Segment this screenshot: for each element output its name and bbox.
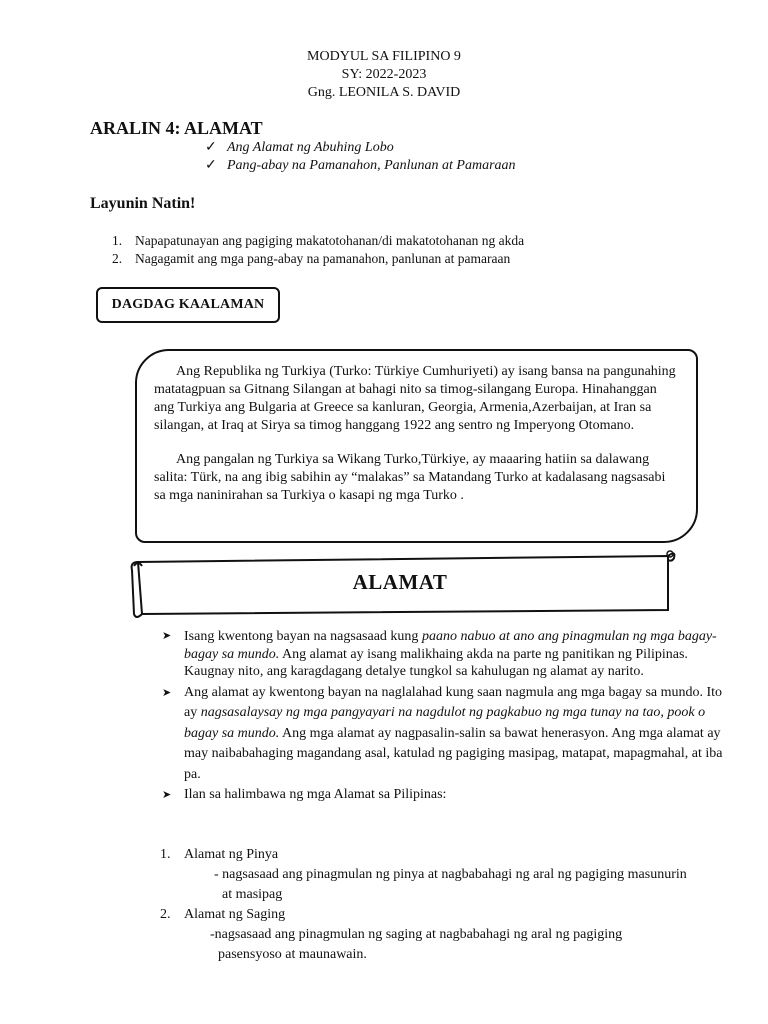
dagdag-kaalaman-box xyxy=(135,349,698,543)
objective-item: 1. Napapatunayan ang pagiging makatotohanan/di makatotohanan ng akda xyxy=(112,233,525,248)
topic-item: ✓ Pang-abay na Pamanahon, Panlunan at Pamaraan xyxy=(205,158,516,173)
checkmark-icon: ✓ xyxy=(205,158,217,173)
school-year: SY: 2022-2023 xyxy=(341,67,427,82)
lesson-label: ARALIN 4 xyxy=(90,118,175,138)
module-title: MODYUL SA FILIPINO 9 xyxy=(307,49,461,64)
lesson-topics xyxy=(205,139,516,175)
dagdag-kaalaman-badge: DAGDAG KAALAMAN xyxy=(96,287,280,323)
example-description: - nagsasaad ang pinagmulan ng pinya at nagbabahagi ng aral ng pagiging masunurin at masipag xyxy=(214,867,687,902)
lesson-topic: : ALAMAT xyxy=(174,118,263,138)
info-paragraph: Ang Republika ng Turkiya (Turko: Türkiye Cumhuriyeti) ay isang bansa na pangunahing matatagpuan sa Gitnang Silangan at bahagi nito sa timog-silangang Europa. Hinahanggan ang Turkiya ang Bulgaria at Greece sa kanluran, Georgia, Armenia,Azerbaijan, at Iran sa silangan, at Iraq at Sirya sa timog hanggang 1922 ang sentro ng Imperyong Otomano. xyxy=(154,364,676,433)
arrow-bullet-icon: ➤ xyxy=(162,686,172,699)
example-title: 2. Alamat ng Saging xyxy=(160,907,286,922)
alamat-examples xyxy=(160,845,740,965)
arrow-bullet-icon: ➤ xyxy=(162,789,172,801)
lesson-title xyxy=(90,118,263,139)
example-title: 1. Alamat ng Pinya xyxy=(160,847,279,862)
arrow-bullet-icon: ➤ xyxy=(162,630,172,642)
example-description: -nagsasaad ang pinagmulan ng saging at nagbabahagi ng aral ng pagiging pasensyoso at maunawain. xyxy=(210,927,623,962)
objectives-list xyxy=(112,232,524,268)
teacher-name: Gng. LEONILA S. DAVID xyxy=(307,85,461,100)
objectives-title: Layunin Natin! xyxy=(90,195,196,212)
info-paragraph: Ang pangalan ng Turkiya sa Wikang Turko,Türkiye, ay maaaring hatiin sa dalawang salita: Türk, na ang ibig sabihin ay “malakas” sa Matandang Turko at kadalasang nagsasabi sa mga naninirahan sa Turkiya o kasapi ng mga Turko . xyxy=(154,452,666,503)
bullet-item: ➤ Ang alamat ay kwentong bayan na naglalahad kung saan nagmula ang mga bagay sa mundo. Ito ay nagsasalaysay ng mga pangyayari na nagdulot ng pagkabuo ng mga tunay na tao, pook o bagay sa mundo. Ang mga alamat ay nagpasalin-salin sa bawat henerasyon. Ang mga alamat ay may naibabahaging magandang asal, katulad ng pagiging masipag, matapat, mapagmahal, at iba pa. xyxy=(162,684,723,782)
bullet-item: ➤ Isang kwentong bayan na nagsasaad kung paano nabuo at ano ang pinagmulan ng mga bagay-bagay sa mundo. Ang alamat ay isang malikhaing akda na parte ng panitikan ng Pilipinas. Kaugnay nito, ang karagdagang detalye tungkol sa kahulugan ng alamat ay narito. xyxy=(162,629,717,679)
bullet-item: ➤ Ilan sa halimbawa ng mga Alamat sa Pilipinas: xyxy=(162,787,447,802)
alamat-bullets xyxy=(162,628,730,804)
checkmark-icon: ✓ xyxy=(205,140,217,155)
alamat-title: ALAMAT xyxy=(352,570,448,594)
objective-item: 2. Nagagamit ang mga pang-abay na pamanahon, panlunan at pamaraan xyxy=(112,251,511,266)
topic-item: ✓ Ang Alamat ng Abuhing Lobo xyxy=(205,140,394,155)
